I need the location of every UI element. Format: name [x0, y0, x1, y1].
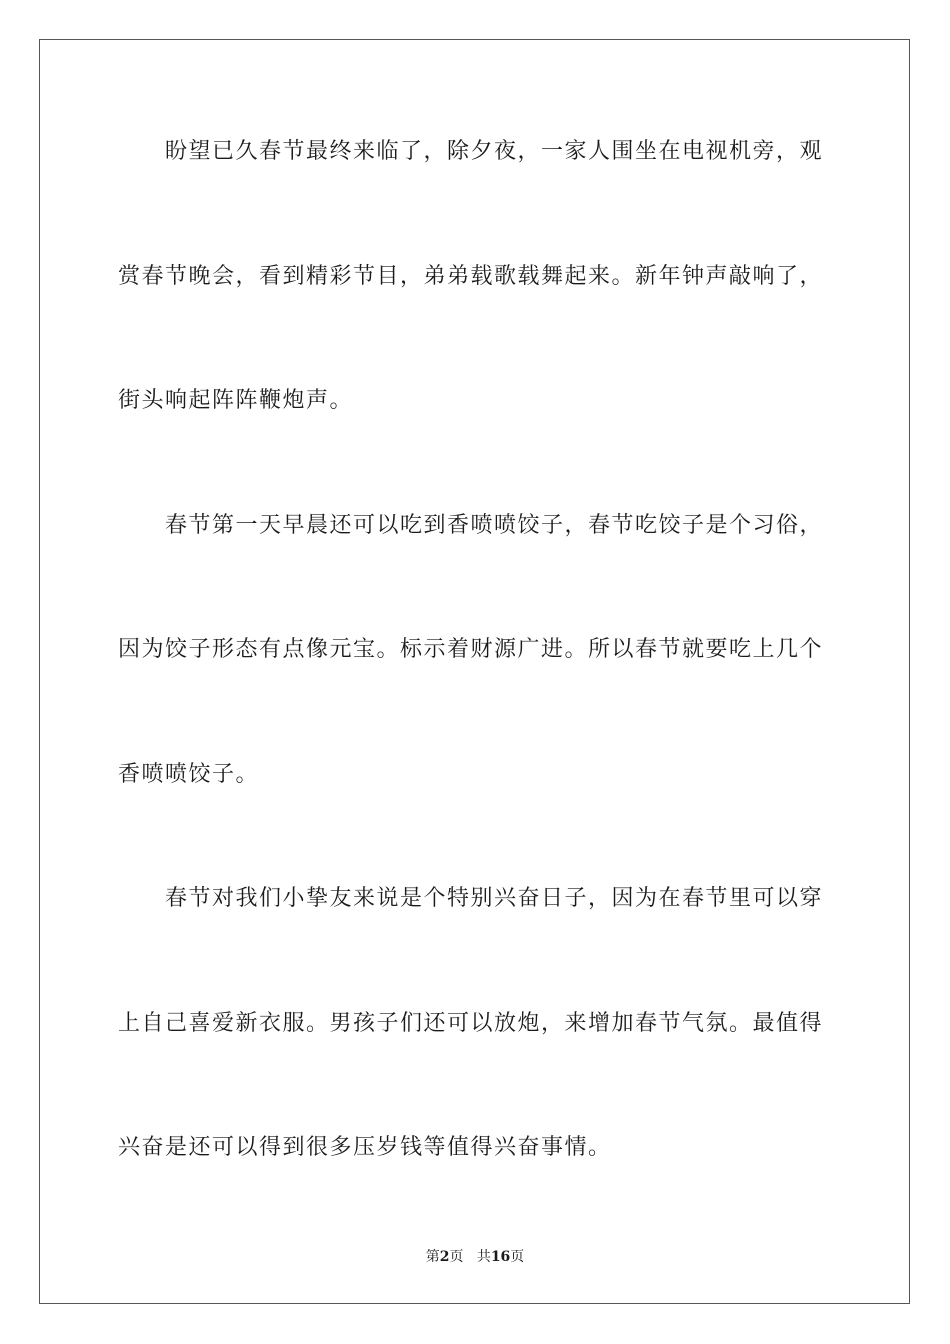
footer-total-suffix: 页 — [510, 1249, 525, 1265]
paragraph-3-line-1: 春节对我们小挚友来说是个特别兴奋日子，因为在春节里可以穿 — [118, 886, 824, 911]
page-footer — [0, 1247, 950, 1267]
paragraph-1-line-3: 街头响起阵阵鞭炮声。 — [118, 388, 354, 413]
paragraph-2-line-3: 香喷喷饺子。 — [118, 762, 260, 787]
paragraph-3-line-2: 上自己喜爱新衣服。男孩子们还可以放炮，来增加春节气氛。最值得 — [118, 1011, 824, 1036]
footer-page-prefix: 第 — [425, 1249, 440, 1265]
paragraph-2-line-1: 春节第一天早晨还可以吃到香喷喷饺子，春节吃饺子是个习俗， — [118, 513, 824, 538]
paragraph-2-line-2: 因为饺子形态有点像元宝。标示着财源广进。所以春节就要吃上几个 — [118, 637, 824, 662]
footer-total-prefix: 共 — [476, 1249, 491, 1265]
footer-total-pages: 16 — [490, 1249, 511, 1265]
page-border — [39, 39, 910, 1304]
paragraph-1-line-2: 赏春节晚会，看到精彩节目，弟弟载歌载舞起来。新年钟声敲响了， — [118, 264, 824, 289]
paragraph-3-line-3: 兴奋是还可以得到很多压岁钱等值得兴奋事情。 — [118, 1135, 612, 1160]
footer-page-number: 2 — [439, 1249, 450, 1265]
paragraph-1-line-1: 盼望已久春节最终来临了，除夕夜，一家人围坐在电视机旁，观 — [118, 139, 824, 164]
footer-page-suffix: 页 — [449, 1249, 464, 1265]
